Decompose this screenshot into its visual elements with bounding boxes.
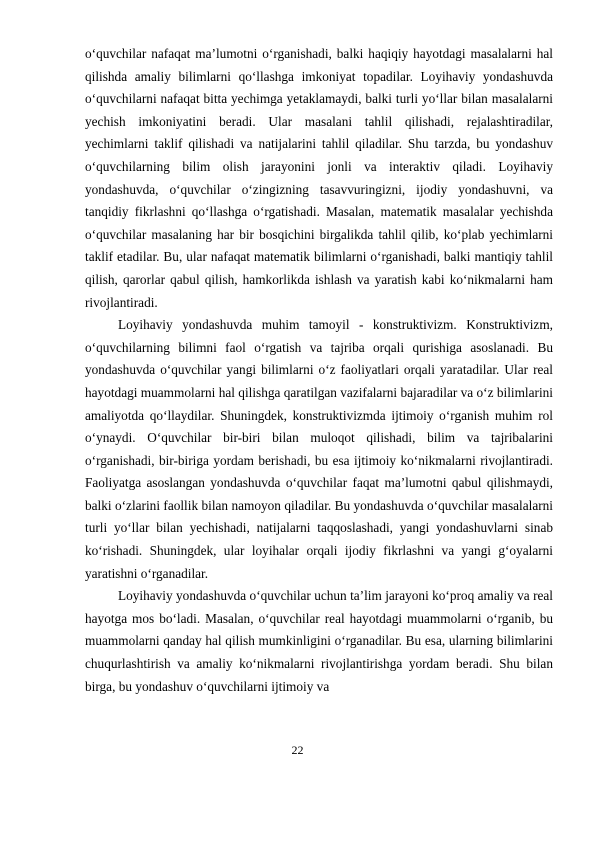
document-body xyxy=(85,43,553,698)
paragraph-2: Loyihaviy yondashuvda muhim tamoyil - konstruktivizm. Konstruktivizm, o‘quvchilarning bilimni faol o‘rgatish va tajriba orqali qurishiga asoslanadi. Bu yondashuvda o‘quvchilar yangi bilimlarni o‘z faoliyatlari orqali yaratadilar. Ular real hayotdagi muammolarni hal qilishga qaratilgan vazifalarni bajaradilar va o‘z bilimlarini amaliyotda qo‘llaydilar. Shuningdek, konstruktivizmda ijtimoiy o‘rganish muhim rol o‘ynaydi. O‘quvchilar bir-biri bilan muloqot qilishadi, bilim va tajribalarini o‘rganishadi, bir-biriga yordam berishadi, bu esa ijtimoiy ko‘nikmalarni rivojlantiradi. Faoliyatga asoslangan yondashuvda o‘quvchilar faqat ma’lumotni qabul qilishmaydi, balki o‘zlarini faollik bilan namoyon qiladilar. Bu yondashuvda o‘quvchilar masalalarni turli yo‘llar bilan yechishadi, natijalarni taqqoslashadi, yangi yondashuvlarni sinab ko‘rishadi. Shuningdek, ular loyihalar orqali ijodiy fikrlashni va yangi g‘oyalarni yaratishni o‘rganadilar. xyxy=(85,317,553,581)
page-number: 22 xyxy=(291,743,304,757)
paragraph-3: Loyihaviy yondashuvda o‘quvchilar uchun ta’lim jarayoni ko‘proq amaliy va real hayotga mos bo‘ladi. Masalan, o‘quvchilar real hayotdagi muammolarni o‘rganib, bu muammolarni qanday hal qilish mumkinligini o‘rganadilar. Bu esa, ularning bilimlarini chuqurlashtirish va amaliy ko‘nikmalarni rivojlantirishga yordam beradi. Shu bilan birga, bu yondashuv o‘quvchilarni ijtimoiy va xyxy=(85,588,553,694)
paragraph-1: o‘quvchilar nafaqat ma’lumotni o‘rganishadi, balki haqiqiy hayotdagi masalalarni hal qilishda amaliy bilimlarni qo‘llashga imkoniyat topadilar. Loyihaviy yondashuvda o‘quvchilarni nafaqat bitta yechimga yetaklamaydi, balki turli yo‘llar bilan masalalarni yechish imkoniyatini beradi. Ular masalani tahlil qilishadi, rejalashtiradilar, yechimlarni taklif qilishadi va natijalarini tahlil qiladilar. Shu tarzda, bu yondashuv o‘quvchilarning bilim olish jarayonini jonli va interaktiv qiladi. Loyihaviy yondashuvda, o‘quvchilar o‘zingizning tasavvuringizni, ijodiy yondashuvni, va tanqidiy fikrlashni qo‘llashga o‘rgatishadi. Masalan, matematik masalalar yechishda o‘quvchilar masalaning har bir bosqichini birgalikda tahlil qilib, ko‘plab yechimlarni taklif etadilar. Bu, ular nafaqat matematik bilimlarni o‘rganishadi, balki mantiqiy tahlil qilish, qarorlar qabul qilish, hamkorlikda ishlash va yaratish kabi ko‘nikmalarni ham rivojlantiradi. xyxy=(85,46,553,310)
